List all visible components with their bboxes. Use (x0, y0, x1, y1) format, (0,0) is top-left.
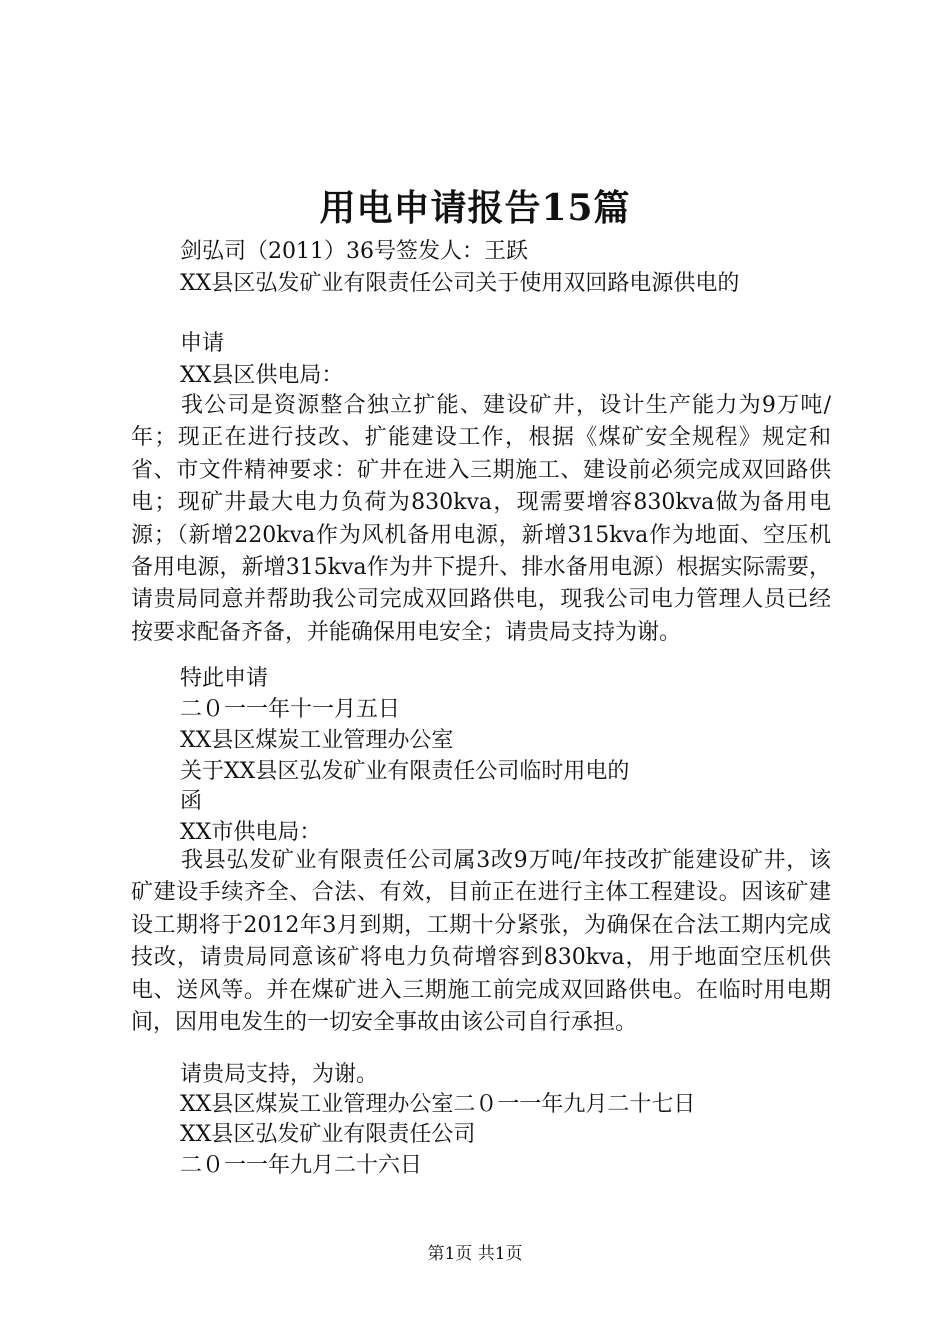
body-paragraph-2: 我县弘发矿业有限责任公司属3改9万吨/年技改扩能建设矿井，该矿建设手续齐全、合法、有效，目前正在进行主体工程建设。因该矿建设工期将于2012年3月到期，工期十分紧张，为确保在合法工期内完成技改，请贵局同意该矿将电力负荷增容到830kva，用于地面空压机供电、送风等。并在煤矿进入三期施工前完成双回路供电。在临时用电期间，因用电发生的一切安全事故由该公司自行承担。 (131, 848, 831, 1036)
date-line-1: 二０一一年十一月五日 (180, 697, 401, 722)
subject2-line-2: 函 (180, 789, 203, 814)
signature-line-2: XX县区煤炭工业管理办公室二０一一年九月二十七日 (180, 1092, 696, 1117)
closing-line-2: 请贵局支持，为谢。 (180, 1062, 379, 1087)
body-paragraph-1: 我公司是资源整合独立扩能、建设矿井，设计生产能力为9万吨/年；现正在进行技改、扩能建设工作，根据《煤矿安全规程》规定和省、市文件精神要求：矿井在进入三期施工、建设前必须完成双回路供电；现矿井最大电力负荷为830kva，现需要增容830kva做为备用电源；（新增220kva作为风机备用电源，新增315kva作为地面、空压机备用电源，新增315kva作为井下提升、排水备用电源）根据实际需要，请贵局同意并帮助我公司完成双回路供电，现我公司电力管理人员已经按要求配备齐备，并能确保用电安全；请贵局支持为谢。 (131, 393, 831, 645)
subject2-line-1: 关于XX县区弘发矿业有限责任公司临时用电的 (180, 759, 630, 784)
document-title: 用电申请报告15篇 (319, 187, 631, 229)
date-line-2: 二０一一年九月二十六日 (180, 1153, 423, 1178)
page-footer: 第1页 共1页 (427, 1244, 523, 1264)
closing-line-1: 特此申请 (180, 666, 269, 691)
recipient-line-2: XX市供电局： (180, 820, 322, 845)
subject-line-1: XX县区弘发矿业有限责任公司关于使用双回路电源供电的 (180, 271, 740, 296)
recipient-line-1: XX县区供电局： (180, 363, 344, 388)
org-line-2: XX县区弘发矿业有限责任公司 (180, 1122, 476, 1147)
org-line-1: XX县区煤炭工业管理办公室 (180, 728, 454, 753)
reference-line: 剑弘司（2011）36号签发人：王跃 (180, 239, 528, 264)
subject-line-2: 申请 (180, 331, 225, 356)
